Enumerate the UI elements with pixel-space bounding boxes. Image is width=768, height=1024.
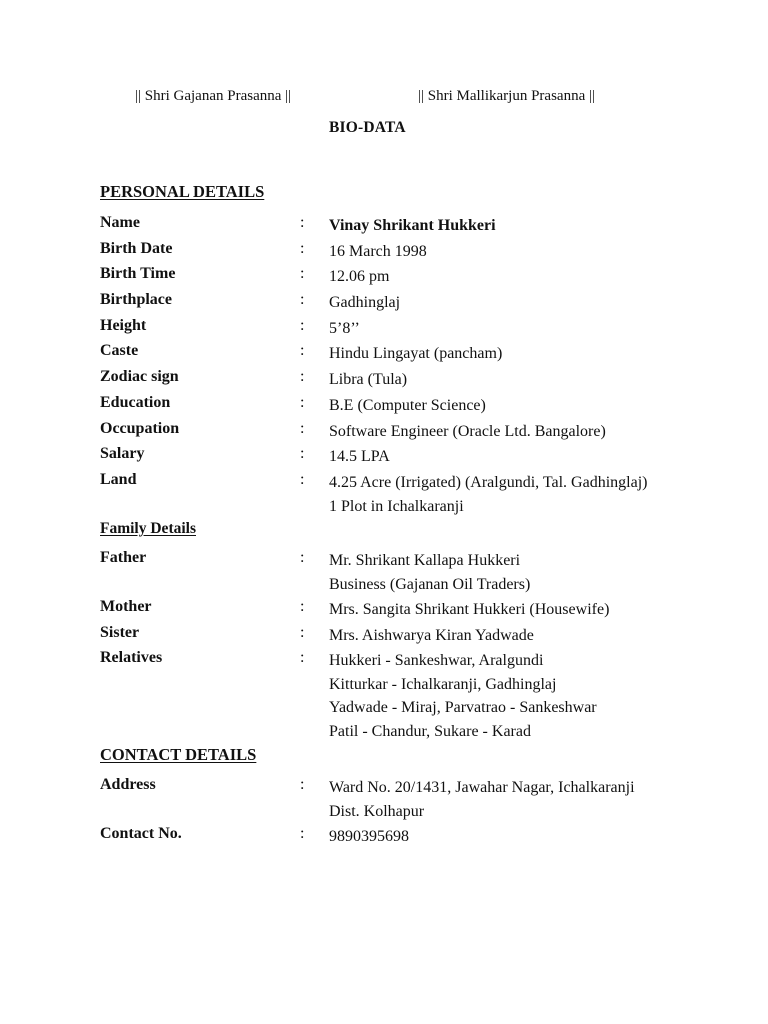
field-separator: : — [300, 317, 305, 334]
field-value — [329, 776, 635, 823]
field-label: Name — [100, 214, 140, 231]
field-separator: : — [300, 394, 305, 411]
invocation-header — [0, 88, 768, 110]
field-value — [329, 368, 407, 392]
field-separator: : — [300, 549, 305, 566]
personal-details-heading: PERSONAL DETAILS — [100, 182, 265, 201]
value-line: Business (Gajanan Oil Traders) — [329, 575, 531, 593]
field-separator: : — [300, 265, 305, 282]
field-separator: : — [300, 445, 305, 462]
field-value — [329, 549, 530, 596]
value-line: 14.5 LPA — [329, 448, 390, 465]
field-label: Caste — [100, 342, 139, 359]
field-label: Contact No. — [100, 825, 182, 842]
field-separator: : — [300, 420, 305, 437]
field-label: Address — [100, 776, 156, 793]
field-value — [329, 265, 389, 289]
value-line: 9890395698 — [329, 828, 409, 845]
field-value — [329, 394, 486, 418]
field-value — [329, 291, 400, 315]
value-line: 5’8’’ — [329, 320, 360, 337]
field-value — [329, 240, 427, 264]
value-line: Software Engineer (Oracle Ltd. Bangalore) — [329, 423, 606, 440]
field-label: Zodiac sign — [100, 368, 179, 385]
value-line: Ward No. 20/1431, Jawahar Nagar, Ichalkaranji — [329, 779, 635, 796]
field-separator: : — [300, 240, 305, 257]
field-separator: : — [300, 598, 305, 615]
value-line: Hukkeri - Sankeshwar, Aralgundi — [329, 652, 544, 669]
field-separator: : — [300, 825, 305, 842]
field-value — [329, 471, 647, 518]
contact-details-heading: CONTACT DETAILS — [100, 745, 257, 764]
field-value — [329, 214, 496, 238]
value-line: 16 March 1998 — [329, 243, 427, 260]
field-value — [329, 649, 597, 743]
value-line: Dist. Kolhapur — [329, 802, 425, 820]
invocation-right: || Shri Mallikarjun Prasanna || — [418, 88, 595, 104]
field-separator: : — [300, 649, 305, 666]
value-line: Mrs. Aishwarya Kiran Yadwade — [329, 627, 534, 644]
field-value — [329, 624, 534, 648]
field-label: Height — [100, 317, 147, 334]
field-separator: : — [300, 214, 305, 231]
value-line: 1 Plot in Ichalkaranji — [329, 497, 464, 515]
field-separator: : — [300, 471, 305, 488]
value-line: Vinay Shrikant Hukkeri — [329, 217, 496, 234]
field-label: Salary — [100, 445, 145, 462]
value-line: Gadhinglaj — [329, 294, 401, 311]
value-line: Hindu Lingayat (pancham) — [329, 345, 503, 362]
field-label: Land — [100, 471, 137, 488]
field-label: Relatives — [100, 649, 163, 666]
field-label: Birth Date — [100, 240, 173, 257]
family-details-heading: Family Details — [100, 520, 196, 537]
value-line: Mrs. Sangita Shrikant Hukkeri (Housewife) — [329, 601, 610, 618]
field-label: Occupation — [100, 420, 180, 437]
field-separator: : — [300, 624, 305, 641]
field-label: Education — [100, 394, 171, 411]
field-value — [329, 825, 409, 849]
field-separator: : — [300, 776, 305, 793]
value-line: Kitturkar - Ichalkaranji, Gadhinglaj — [329, 675, 557, 693]
value-line: 4.25 Acre (Irrigated) (Aralgundi, Tal. Gadhinglaj) — [329, 474, 648, 491]
field-value — [329, 317, 360, 341]
document-title: BIO-DATA — [329, 119, 406, 136]
field-value — [329, 445, 390, 469]
field-label: Birth Time — [100, 265, 176, 282]
field-label: Sister — [100, 624, 140, 641]
field-separator: : — [300, 368, 305, 385]
value-line: Patil - Chandur, Sukare - Karad — [329, 722, 531, 740]
value-line: B.E (Computer Science) — [329, 397, 486, 414]
field-separator: : — [300, 291, 305, 308]
value-line: Yadwade - Miraj, Parvatrao - Sankeshwar — [329, 699, 597, 716]
invocation-left: || Shri Gajanan Prasanna || — [135, 88, 292, 104]
field-label: Birthplace — [100, 291, 172, 308]
field-value — [329, 420, 606, 444]
field-value — [329, 342, 502, 366]
field-label: Mother — [100, 598, 152, 615]
value-line: Libra (Tula) — [329, 371, 408, 388]
field-label: Father — [100, 549, 147, 566]
value-line: Mr. Shrikant Kallapa Hukkeri — [329, 552, 521, 569]
value-line: 12.06 pm — [329, 268, 390, 285]
field-separator: : — [300, 342, 305, 359]
field-value — [329, 598, 609, 622]
